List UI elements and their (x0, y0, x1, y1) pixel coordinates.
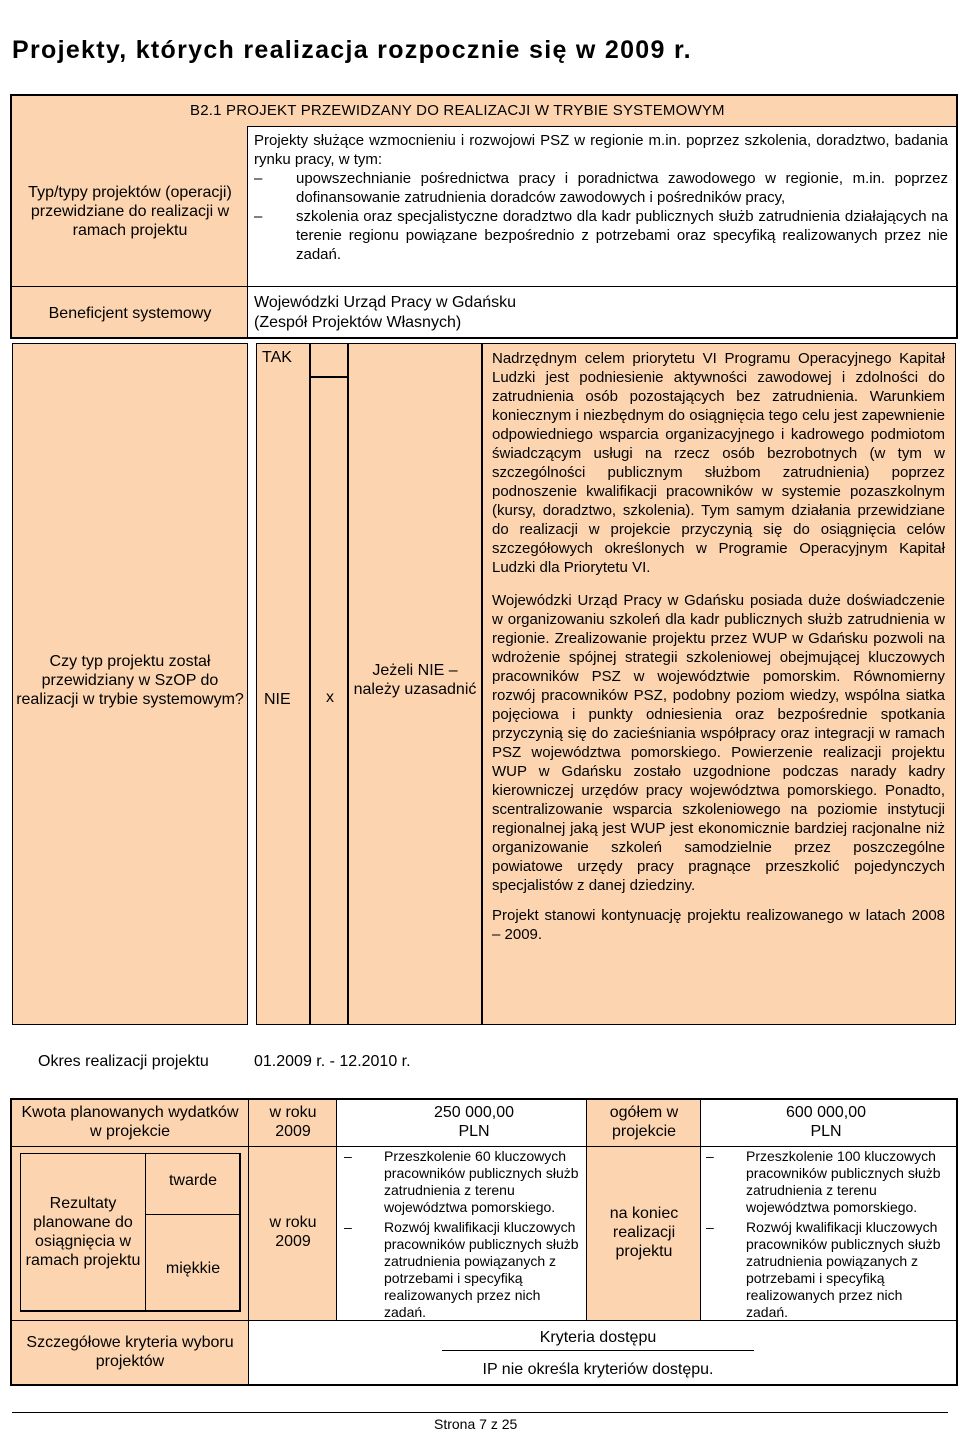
nie-label: NIE (264, 691, 291, 708)
dash-bullet: – (344, 1148, 352, 1164)
typy-content (254, 131, 948, 264)
typy-item-2 (254, 207, 948, 264)
uzasadnienie-paragraph-3: Projekt stanowi kontynuację projektu realizowanego w latach 2008 – 2009. (492, 907, 945, 943)
nie-mark: x (326, 689, 334, 706)
bottom-divider-v-1 (248, 1100, 249, 1384)
rezultaty-twarde: twarde (168, 1171, 218, 1189)
row-divider-beneficjent (12, 286, 956, 287)
dash-bullet: – (706, 1148, 714, 1164)
rezultaty-end-list (706, 1148, 948, 1321)
uzasadnienie-text (492, 349, 945, 944)
top-divider (248, 126, 956, 127)
kryteria-label: Szczegółowe kryteria wyboru projektów (26, 1334, 234, 1370)
typy-item-text: upowszechnianie pośrednictwa pracy i poradnictwa zawodowego w regionie, m.in. poprzez dofinansowanie zatrudnienia doradców zawodowych i pośredników pracy, (296, 170, 948, 206)
page-number: Strona 7 z 25 (434, 1416, 518, 1432)
uzasadnienie-paragraph-1: Nadrzędnym celem priorytetu VI Programu Operacyjnego Kapitał Ludzki jest podniesienie aktywności zawodowej i zdolności do zatrudnienia osób pozostających bez zatrudnienia. Warunkiem koniecznym i niezbędnym do osiągnięcia tego celu jest zapewnienie odpowiedniego wsparcia organizacyjnego i kadrowego podmiotom świadczącym usługi na rzecz osób bezrobotnych (w tym w szczególności publicznym służbom zatrudnienia) poprzez podnoszenie kwalifikacji pracowników w systemie pozaszkolnym (kursy, doradztwo, szkolenia). Tym samym działania przewidziane do realizacji w projekcie przyczynią się do osiągnięcia celów szczegółowych określonych w Programie Operacyjnym Kapitał Ludzki dla Priorytetu VI. (492, 350, 945, 576)
vertical-divider-top (247, 126, 248, 339)
kwota-year-label: w roku 2009 (269, 1104, 317, 1140)
kryteria-dostepu-label: Kryteria dostępu (539, 1328, 657, 1346)
kryteria-dostepu-value: IP nie określa kryteriów dostępu. (482, 1360, 714, 1378)
tryb-question: Czy typ projektu został przewidziany w SzOP do realizacji w trybie systemowym? (16, 652, 244, 708)
bottom-divider-v-2 (336, 1100, 337, 1320)
bottom-divider-v-3 (586, 1100, 587, 1320)
rezultaty-year-item-2 (344, 1219, 582, 1321)
typy-label: Typ/typy projektów (operacji) przewidziane do realizacji w ramach projektu (28, 183, 232, 239)
rezultaty-label: Rezultaty planowane do osiągnięcia w ramach projektu (25, 1195, 141, 1269)
dash-bullet: – (706, 1219, 714, 1235)
rezultaty-year-label: w roku 2009 (269, 1214, 317, 1250)
tak-cell (256, 343, 310, 1025)
kwota-label: Kwota planowanych wydatków w projekcie (21, 1104, 239, 1140)
footer-rule (12, 1412, 948, 1413)
okres-label: Okres realizacji projektu (38, 1053, 209, 1070)
rezultaty-end-item-1 (706, 1148, 948, 1216)
okres-value: 01.2009 r. - 12.2010 r. (254, 1053, 411, 1070)
rezultaty-item-text: Przeszkolenie 60 kluczowych pracowników publicznych służb zatrudnienia z terenu województwa pomorskiego. (384, 1148, 579, 1215)
beneficjent-value: Wojewódzki Urząd Pracy w Gdańsku (Zespół Projektów Własnych) (254, 294, 517, 331)
typy-intro: Projekty służące wzmocnieniu i rozwojowi PSZ w regionie m.in. poprzez szkolenia, doradztwo, badania rynku pracy, w tym: (254, 132, 948, 168)
tak-label: TAK (262, 349, 292, 366)
dash-bullet: – (344, 1219, 352, 1235)
rezultaty-end-item-2 (706, 1219, 948, 1321)
rezultaty-item-text: Rozwój kwalifikacji kluczowych pracowników publicznych służb zatrudnienia powiązanych z potrzebami i specyfiką realizowanych przez nich zadań. (746, 1219, 941, 1320)
kwota-total-value: 600 000,00 PLN (785, 1104, 867, 1140)
rezultaty-item-text: Rozwój kwalifikacji kluczowych pracowników publicznych służb zatrudnienia powiązanych z potrzebami i specyfiką realizowanych przez nich zadań. (384, 1219, 579, 1320)
rezultaty-year-list (344, 1148, 582, 1321)
kryteria-divider (442, 1350, 754, 1351)
kwota-total-label: ogółem w projekcie (609, 1104, 679, 1140)
jezeli-label: Jeżeli NIE – należy uzasadnić (353, 662, 477, 698)
bottom-divider-v-4 (700, 1100, 701, 1320)
rezultaty-inner-h (145, 1214, 240, 1215)
dash-bullet: – (254, 170, 263, 187)
rezultaty-year-item-1 (344, 1148, 582, 1216)
section-header: B2.1 PROJEKT PRZEWIDZANY DO REALIZACJI W TRYBIE SYSTEMOWYM (190, 102, 725, 119)
bottom-divider-h-1 (12, 1146, 956, 1147)
page-title: Projekty, których realizacja rozpocznie się w 2009 r. (12, 36, 692, 64)
tak-check-box (310, 343, 348, 377)
uzasadnienie-paragraph-2: Wojewódzki Urząd Pracy w Gdańsku posiada duże doświadczenie w organizowaniu szkoleń dla kadr publicznych służb zatrudnienia w regionie. Zrealizowanie projektu przez WUP w Gdańsku pozwoli na wdrożenie spójnej strategii szkoleniowej obejmującej kluczowych pracowników PSZ w województwie pomorskim. Równomierny rozwój pracowników PSZ, podobny poziom wiedzy, wspólna siatka pojęciowa i punkty odniesienia oraz bezpośrednie spotkania przyczynią się do zacieśniania współpracy oraz integracji w ramach PSZ województwa pomorskiego. Powierzenie realizacji projektu WUP w Gdańsku zostało uzgodnione podczas narady kadry kierowniczej urzędów pracy województwa pomorskiego. Ponadto, scentralizowanie wsparcia szkoleniowego na poziomie instytucji regionalnej jaką jest WUP jest ekonomicznie bardziej racjonalne niż organizowanie szkoleń samodzielnie przez poszczególne powiatowe urzędy pracy pragnące przeszkolić pojedynczych specjalistów z danej dziedziny. (492, 592, 945, 894)
rezultaty-end-label: na koniec realizacji projektu (609, 1204, 679, 1260)
kwota-year-value: 250 000,00 PLN (433, 1104, 515, 1140)
beneficjent-label: Beneficjent systemowy (48, 304, 212, 322)
rezultaty-miekkie: miękkie (165, 1259, 221, 1277)
rezultaty-item-text: Przeszkolenie 100 kluczowych pracowników publicznych służb zatrudnienia z terenu województwa pomorskiego. (746, 1148, 941, 1215)
rezultaty-inner-v (145, 1153, 146, 1312)
typy-item-1 (254, 169, 948, 207)
dash-bullet: – (254, 208, 263, 225)
typy-item-text: szkolenia oraz specjalistyczne doradztwo dla kadr publicznych służb zatrudnienia działających na terenie regionu powiązane bezpośrednio z potrzebami oraz specyfiką realizowanych przez nie zadań. (296, 208, 948, 263)
